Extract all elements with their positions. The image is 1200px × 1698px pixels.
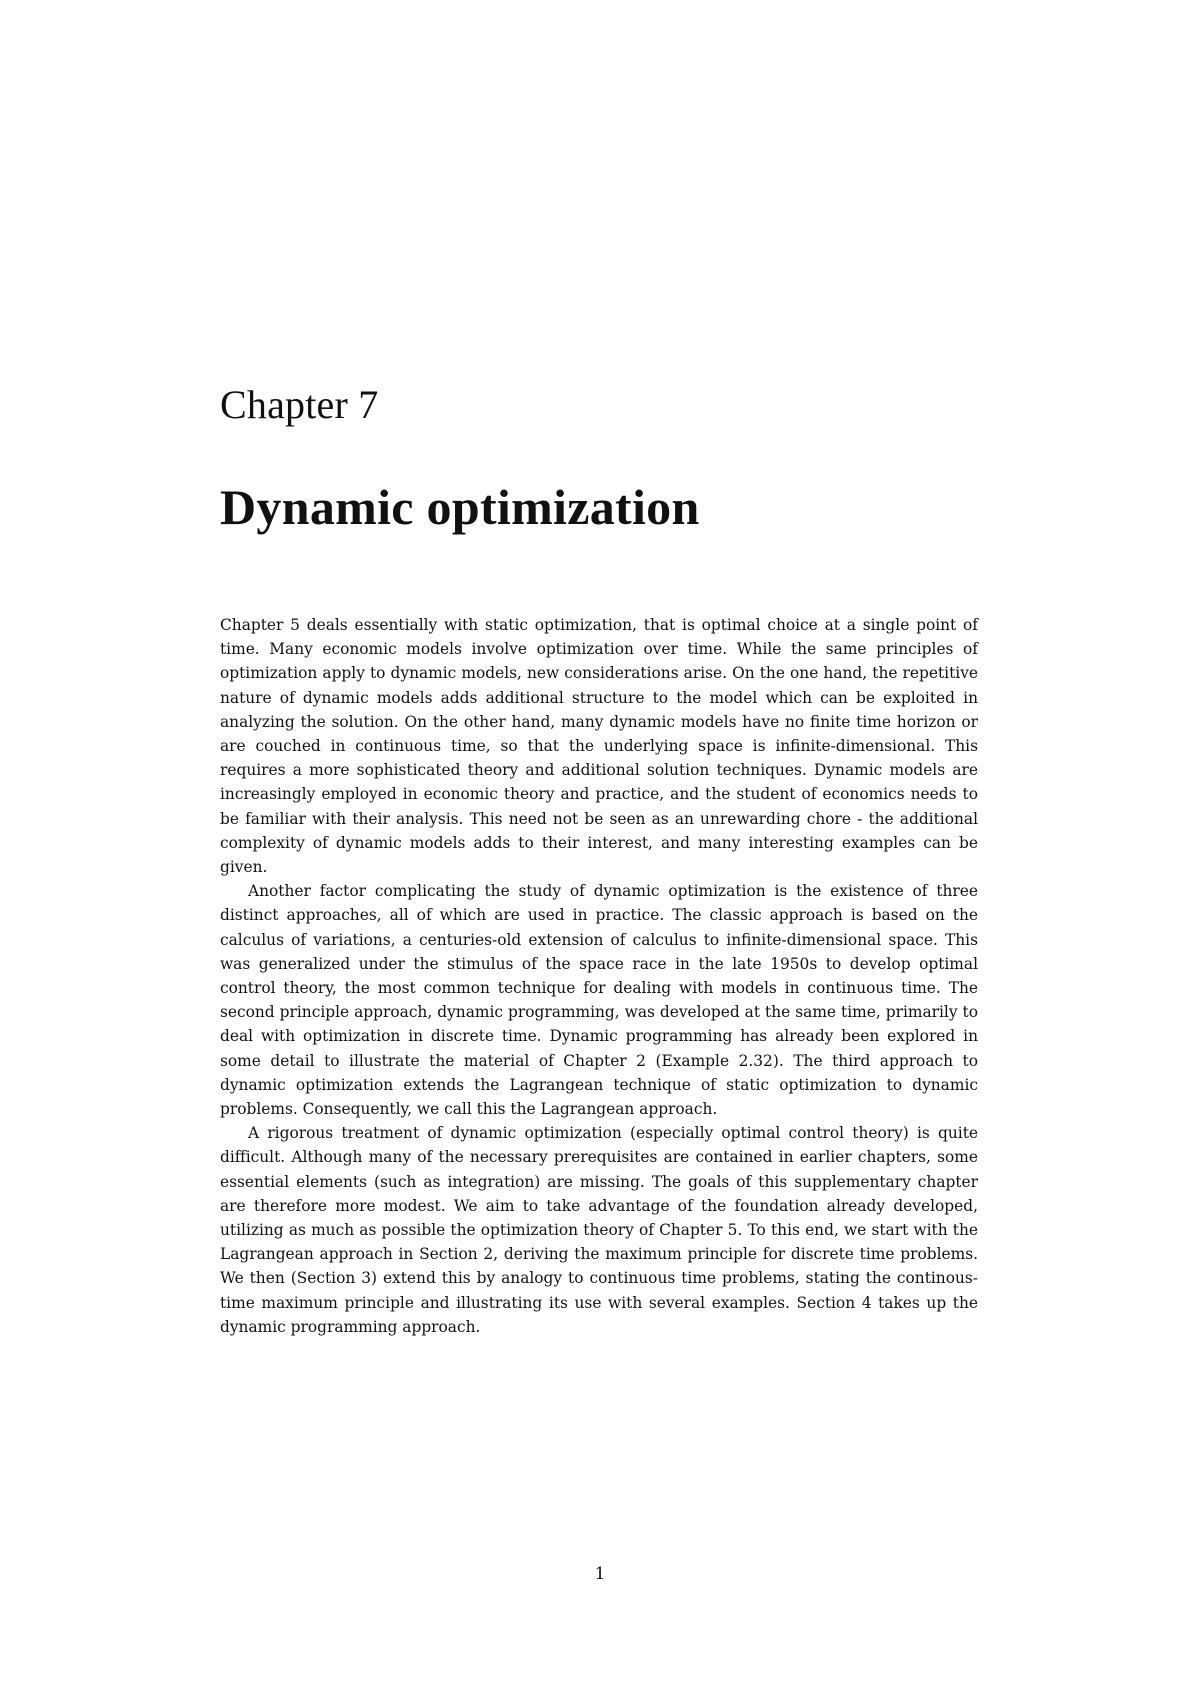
paragraph-1: Chapter 5 deals essentially with static optimization, that is optimal choice at a single point of time. Many economic models involve optimization over time. While the same principles of optimization apply to dynamic models, new considerations arise. On the one hand, the repetitive nature of dynamic models adds additional structure to the model which can be exploited in analyzing the solution. On the other hand, many dynamic models have no finite time horizon or are couched in continuous time, so that the underlying space is infinite-dimensional. This requires a more sophisticated theory and additional solution techniques. Dynamic models are increasingly employed in economic theory and practice, and the student of economics needs to be familiar with their analysis. This need not be seen as an unrewarding chore - the additional complexity of dynamic models adds to their interest, and many interesting examples can be given. xyxy=(220,616,978,877)
page-number: 1 xyxy=(594,1564,606,1584)
chapter-label: Chapter 7 xyxy=(220,382,379,427)
chapter-title: Dynamic optimization xyxy=(220,479,700,535)
paragraph-2: Another factor complicating the study of dynamic optimization is the existence of three distinct approaches, all of which are used in practice. The classic approach is based on the calculus of variations, a centuries-old extension of calculus to infinite-dimensional space. This was generalized under the stimulus of the space race in the late 1950s to develop optimal control theory, the most common technique for dealing with models in continuous time. The second principle approach, dynamic programming, was developed at the same time, primarily to deal with optimization in discrete time. Dynamic programming has already been explored in some detail to illustrate the material of Chapter 2 (Example 2.32). The third approach to dynamic optimization extends the Lagrangean technique of static optimization to dynamic problems. Consequently, we call this the Lagrangean approach. xyxy=(220,882,978,1119)
paragraph-3: A rigorous treatment of dynamic optimization (especially optimal control theory) is quite difficult. Although many of the necessary prerequisites are contained in earlier chapters, some essential elements (such as integration) are missing. The goals of this supplementary chapter are therefore more modest. We aim to take advantage of the foundation already developed, utilizing as much as possible the optimization theory of Chapter 5. To this end, we start with the Lagrangean approach in Section 2, deriving the maximum principle for discrete time problems. We then (Section 3) extend this by analogy to continuous time problems, stating the continous-time maximum principle and illustrating its use with several examples. Section 4 takes up the dynamic programming approach. xyxy=(220,1124,978,1336)
chapter-introduction xyxy=(220,613,978,1339)
